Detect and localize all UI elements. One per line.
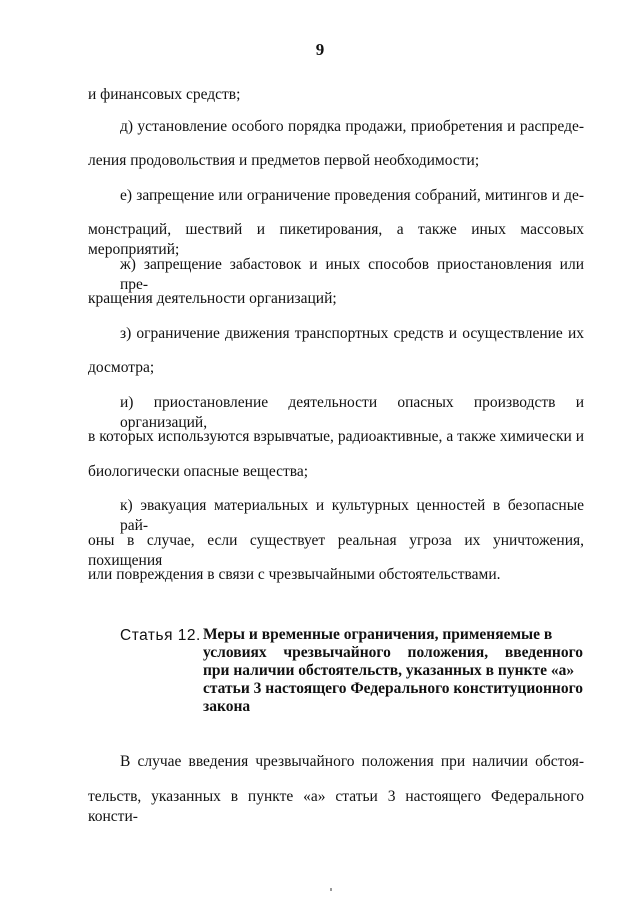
text-line: досмотра; [88,359,155,376]
article-label: Статья 12. [120,627,201,644]
list-item-d: д) установление особого порядка продажи, приобретения и распреде- [120,118,584,135]
text-line: монстраций, шествий и пикетирования, а также иных массовых мероприятий; [88,221,584,258]
text-line: оны в случае, если существует реальная угроза их уничтожения, похищения [88,532,584,569]
article-title-line: закона [203,698,251,715]
article-title-line: Меры и временные ограничения, применяемые в [203,626,553,643]
page-mark [330,888,332,891]
text-line: в которых используются взрывчатые, радиоактивные, а также химически и [88,428,584,445]
article-title [203,626,583,716]
text-line: и финансовых средств; [88,86,241,103]
text-line: биологически опасные вещества; [88,463,309,480]
text-line: или повреждения в связи с чрезвычайными обстоятельствами. [88,566,501,583]
article-title-line: статьи 3 настоящего Федерального конституционного [203,680,584,697]
list-item-z: з) ограничение движения транспортных средств и осуществление их [120,325,584,342]
article-title-line: при наличии обстоятельств, указанных в пункте «а» [203,662,575,679]
paragraph-line: тельств, указанных в пункте «а» статьи 3 настоящего Федерального консти- [88,788,584,825]
list-item-zh: ж) запрещение забастовок и иных способов приостановления или пре- [120,256,584,293]
text-line: кращения деятельности организаций; [88,290,337,307]
page-number: 9 [315,40,325,59]
text-line: ления продовольствия и предметов первой необходимости; [88,152,480,169]
list-item-e: е) запрещение или ограничение проведения собраний, митингов и де- [120,187,584,204]
paragraph-line: В случае введения чрезвычайного положения при наличии обстоя- [120,753,584,770]
list-item-i: и) приостановление деятельности опасных производств и организаций, [120,394,584,431]
list-item-k: к) эвакуация материальных и культурных ценностей в безопасные рай- [120,497,584,534]
article-title-line: условиях чрезвычайного положения, введенного [203,644,583,661]
